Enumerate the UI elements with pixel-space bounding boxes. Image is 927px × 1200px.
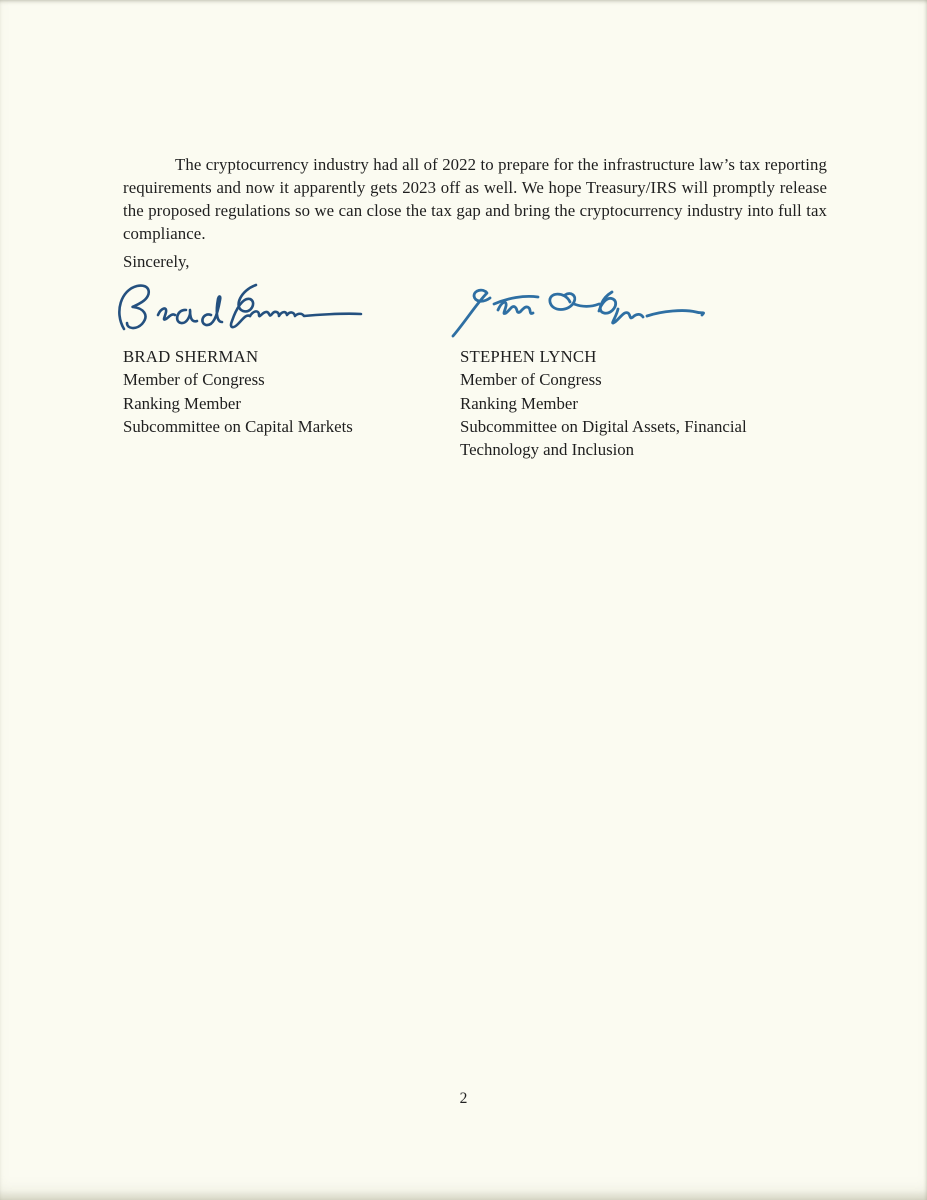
signer-title-line: Member of Congress: [123, 370, 265, 390]
signer-name-sherman: BRAD SHERMAN: [123, 347, 259, 366]
signer-title-line: Ranking Member: [460, 393, 578, 413]
signer-title-line: Ranking Member: [123, 393, 241, 413]
letter-closing: Sincerely,: [123, 252, 190, 271]
signer-title-line: Subcommittee on Digital Assets, Financial Technology and Inclusion: [460, 416, 747, 460]
signer-title-line: Member of Congress: [460, 370, 602, 390]
signer-name-lynch: STEPHEN LYNCH: [460, 347, 597, 366]
signer-block-sherman: [123, 345, 443, 438]
page-number: 2: [459, 1090, 468, 1107]
lynch-signature-ink: [450, 287, 712, 341]
signer-block-lynch: [460, 345, 772, 461]
signer-title-line: Subcommittee on Capital Markets: [123, 416, 353, 436]
letter-body-paragraph: The cryptocurrency industry had all of 2022 to prepare for the infrastructure law’s tax reporting requirements and now it apparently gets 2023 off as well. We hope Treasury/IRS will promptly release the proposed regulations so we can close the tax gap and bring the cryptocurrency industry into full tax compliance.: [123, 154, 827, 244]
sherman-signature-ink: [114, 282, 366, 338]
